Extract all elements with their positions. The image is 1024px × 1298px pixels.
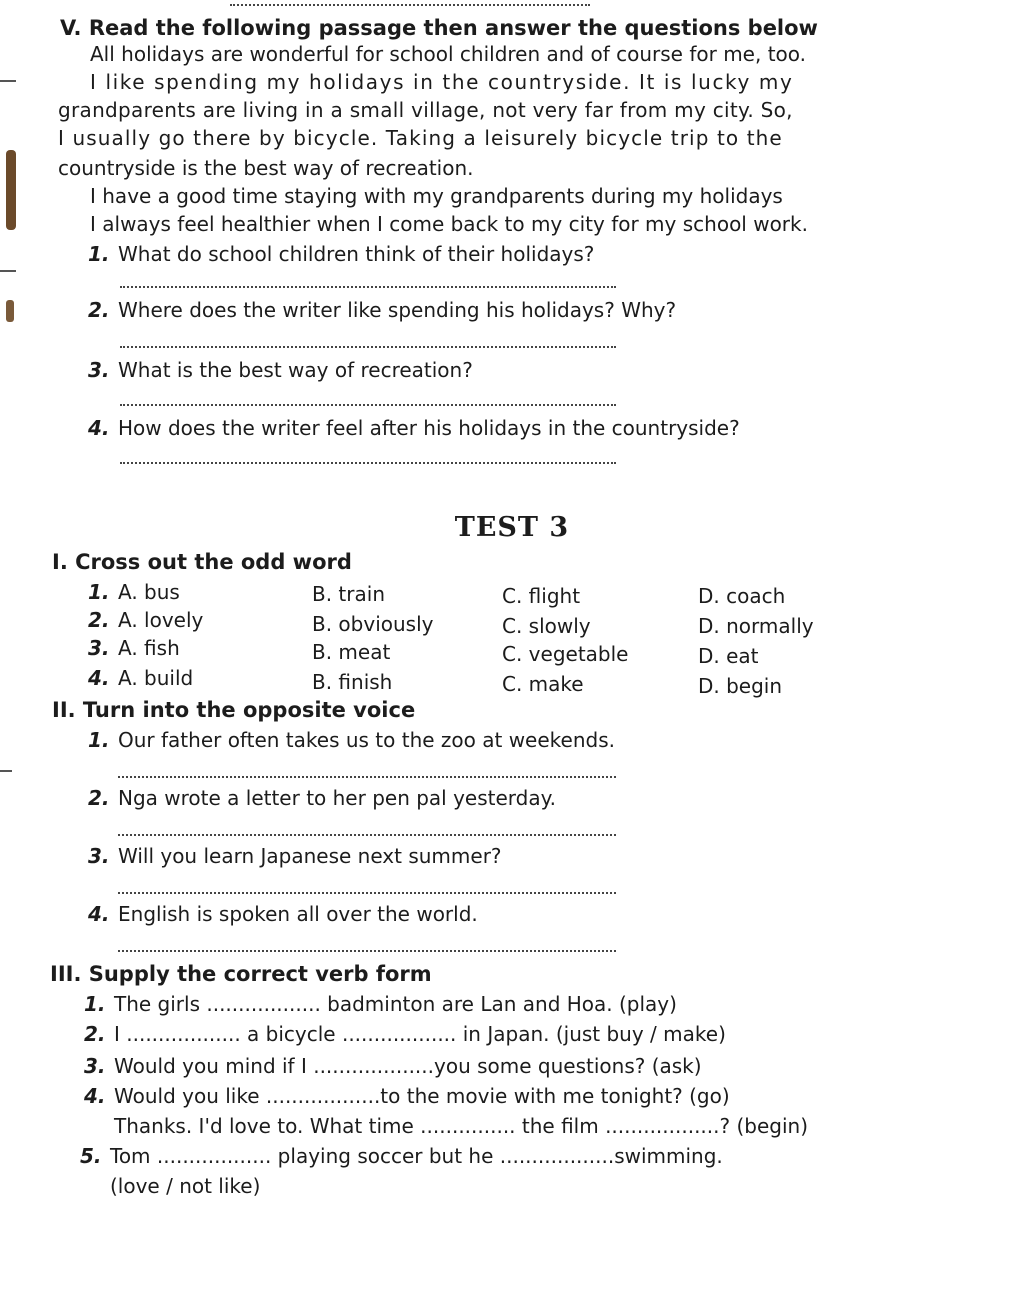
answer-line[interactable] <box>120 462 616 464</box>
item-text: Nga wrote a letter to her pen pal yesterday. <box>118 786 556 810</box>
item-text: Will you learn Japanese next summer? <box>118 844 502 868</box>
option-d[interactable]: D. normally <box>698 614 814 638</box>
top-dotted-line <box>230 4 590 6</box>
scan-edge-line <box>0 770 12 772</box>
verb-item <box>84 992 677 1016</box>
item-number: 4. <box>84 1084 106 1108</box>
verb-item-continuation <box>84 1114 808 1138</box>
option-a[interactable]: A. lovely <box>118 608 204 632</box>
scan-edge-line <box>0 80 16 82</box>
item-text: (love / not like) <box>110 1174 261 1198</box>
odd-word-row-number: 2. <box>88 608 110 632</box>
part-iii-heading: III. Supply the correct verb form <box>50 962 432 986</box>
option-d[interactable]: D. eat <box>698 644 759 668</box>
passage-line: grandparents are living in a small village, not very far from my city. So, <box>58 98 793 122</box>
passage-line: I like spending my holidays in the countryside. It is lucky my <box>90 70 794 94</box>
voice-item <box>88 844 502 868</box>
part-i-heading: I. Cross out the odd word <box>52 550 352 574</box>
item-number: 1. <box>84 992 106 1016</box>
item-number: 3. <box>88 844 110 868</box>
answer-line[interactable] <box>118 776 616 778</box>
odd-word-row-number: 4. <box>88 666 110 690</box>
passage-line: All holidays are wonderful for school children and of course for me, too. <box>90 42 807 66</box>
question-number: 3. <box>88 358 110 382</box>
question-text: How does the writer feel after his holidays in the countryside? <box>118 416 740 440</box>
verb-item <box>84 1084 730 1108</box>
question-text: What do school children think of their holidays? <box>118 242 595 266</box>
option-d[interactable]: D. begin <box>698 674 783 698</box>
section-v-heading: V. Read the following passage then answer the questions below <box>60 16 818 40</box>
voice-item <box>88 902 478 926</box>
scan-edge-mark <box>6 300 14 322</box>
verb-item <box>84 1054 702 1078</box>
option-d[interactable]: D. coach <box>698 584 786 608</box>
item-text: Tom .................. playing soccer but he ..................swimming. <box>110 1144 723 1168</box>
answer-line[interactable] <box>120 404 616 406</box>
answer-line[interactable] <box>118 834 616 836</box>
item-text: Our father often takes us to the zoo at weekends. <box>118 728 615 752</box>
option-c[interactable]: C. vegetable <box>502 642 629 666</box>
item-text: English is spoken all over the world. <box>118 902 478 926</box>
passage-line: I usually go there by bicycle. Taking a leisurely bicycle trip to the <box>58 126 783 150</box>
question <box>88 298 676 322</box>
question-number: 1. <box>88 242 110 266</box>
question <box>88 358 473 382</box>
passage-line: countryside is the best way of recreation. <box>58 156 474 180</box>
option-b[interactable]: B. finish <box>312 670 393 694</box>
option-a[interactable]: A. fish <box>118 636 180 660</box>
question-text: Where does the writer like spending his holidays? Why? <box>118 298 677 322</box>
test-title: TEST 3 <box>454 512 570 543</box>
option-c[interactable]: C. slowly <box>502 614 591 638</box>
passage-line: I have a good time staying with my grandparents during my holidays <box>90 184 783 208</box>
answer-line[interactable] <box>118 892 616 894</box>
question-text: What is the best way of recreation? <box>118 358 473 382</box>
item-text: Would you like ..................to the movie with me tonight? (go) <box>114 1084 730 1108</box>
odd-word-row-number: 1. <box>88 580 110 604</box>
answer-line[interactable] <box>120 286 616 288</box>
verb-item-continuation <box>80 1174 260 1198</box>
item-number: 4. <box>88 902 110 926</box>
item-number: 5. <box>80 1144 102 1168</box>
item-text: I .................. a bicycle .................. in Japan. (just buy / make) <box>114 1022 726 1046</box>
option-b[interactable]: B. train <box>312 582 385 606</box>
part-ii-heading: II. Turn into the opposite voice <box>52 698 416 722</box>
verb-item <box>80 1144 723 1168</box>
option-a[interactable]: A. build <box>118 666 194 690</box>
item-text: Would you mind if I ...................you some questions? (ask) <box>114 1054 702 1078</box>
item-number: 2. <box>84 1022 106 1046</box>
option-b[interactable]: B. obviously <box>312 612 434 636</box>
item-number: 2. <box>88 786 110 810</box>
item-text: Thanks. I'd love to. What time ............... the film ..................? (begin) <box>114 1114 809 1138</box>
scan-edge-line <box>0 270 16 272</box>
option-b[interactable]: B. meat <box>312 640 391 664</box>
odd-word-row-number: 3. <box>88 636 110 660</box>
question-number: 2. <box>88 298 110 322</box>
option-c[interactable]: C. make <box>502 672 584 696</box>
question <box>88 416 740 440</box>
voice-item <box>88 728 615 752</box>
passage-line: I always feel healthier when I come back to my city for my school work. <box>90 212 808 236</box>
verb-item <box>84 1022 726 1046</box>
answer-line[interactable] <box>118 950 616 952</box>
question-number: 4. <box>88 416 110 440</box>
question <box>88 242 594 266</box>
answer-line[interactable] <box>120 346 616 348</box>
option-a[interactable]: A. bus <box>118 580 180 604</box>
item-number: 3. <box>84 1054 106 1078</box>
scan-edge-mark <box>6 150 16 230</box>
item-text: The girls .................. badminton are Lan and Hoa. (play) <box>114 992 677 1016</box>
item-number: 1. <box>88 728 110 752</box>
voice-item <box>88 786 556 810</box>
option-c[interactable]: C. flight <box>502 584 581 608</box>
